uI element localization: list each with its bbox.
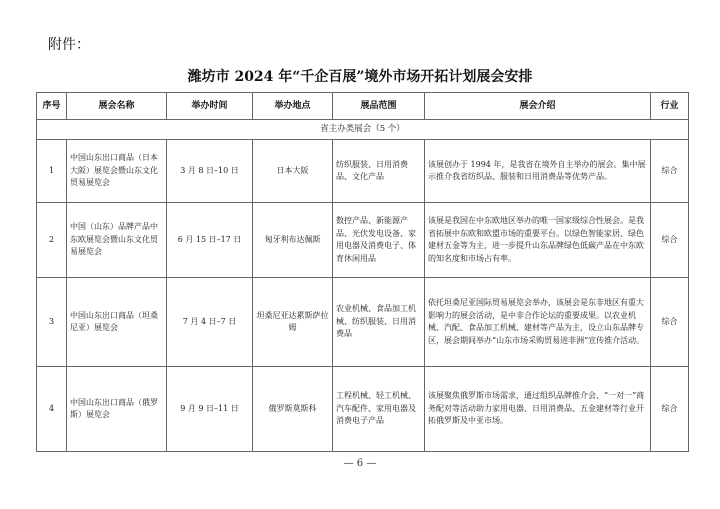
- exhibition-time: 7 月 4 日–7 日: [167, 278, 253, 367]
- table-header-row: [37, 93, 689, 120]
- header-cell: 举办时间: [167, 93, 253, 120]
- header-cell: 序号: [37, 93, 67, 120]
- header-cell: 行业: [651, 93, 689, 120]
- exhibition-place: 坦桑尼亚达累斯萨拉姆: [253, 278, 333, 367]
- exhibit-scope: 纺织服装、日用消费品、文化产品: [333, 140, 425, 203]
- industry: 综合: [651, 203, 689, 278]
- header-cell: 展会名称: [67, 93, 167, 120]
- exhibition-name: 中国山东出口商品（日本大阪）展览会暨山东文化贸易展览会: [67, 140, 167, 203]
- exhibition-place: 俄罗斯莫斯科: [253, 367, 333, 452]
- header-cell: 举办地点: [253, 93, 333, 120]
- exhibition-intro: 该展创办于 1994 年，是我省在境外自主举办的展会。集中展示推介我省纺织品、服装和日用消费品等优势产品。: [425, 140, 651, 203]
- exhibit-scope: 工程机械、轻工机械、汽车配件、家用电器及消费电子产品: [333, 367, 425, 452]
- industry: 综合: [651, 140, 689, 203]
- section-title: 省主办类展会（5 个）: [37, 120, 689, 140]
- row-number: 4: [37, 367, 67, 452]
- exhibition-time: 9 月 9 日–11 日: [167, 367, 253, 452]
- exhibition-time: 3 月 8 日–10 日: [167, 140, 253, 203]
- table-row: [37, 140, 689, 203]
- table-row: [37, 367, 689, 452]
- exhibition-time: 6 月 15 日–17 日: [167, 203, 253, 278]
- exhibit-scope: 数控产品、新能源产品、光伏发电设备、家用电器及消费电子、体育休闲用品: [333, 203, 425, 278]
- exhibition-intro: 该展是我国在中东欧地区举办的唯一国家级综合性展会。是我省拓展中东欧和欧盟市场的重要平台。以绿色智能家居、绿色建材五金等为主，进一步提升山东品牌绿色低碳产品在中东欧的知名度和市场占有率。: [425, 203, 651, 278]
- attachment-label: 附件：: [48, 37, 90, 53]
- row-number: 1: [37, 140, 67, 203]
- header-cell: 展品范围: [333, 93, 425, 120]
- exhibit-scope: 农业机械、食品加工机械、纺织服装、日用消费品: [333, 278, 425, 367]
- exhibition-intro: 该展聚焦俄罗斯市场需求，通过组织品牌推介会、“一对一”商务配对等活动助力家用电器、日用消费品、五金建材等行业开拓俄罗斯及中亚市场。: [425, 367, 651, 452]
- table-row: [37, 278, 689, 367]
- exhibition-intro: 依托坦桑尼亚国际贸易展览会举办，该展会是东非地区有重大影响力的展会活动，是中非合作论坛的重要成果。以农业机械、汽配、食品加工机械、建材等产品为主，设立山东品牌专区，展会期间举办“山东市场采购贸易进非洲”宣传推介活动。: [425, 278, 651, 367]
- section-row: [37, 120, 689, 140]
- table-row: [37, 203, 689, 278]
- exhibition-place: 匈牙利布达佩斯: [253, 203, 333, 278]
- exhibition-name: 中国（山东）品牌产品中东欧展览会暨山东文化贸易展览会: [67, 203, 167, 278]
- row-number: 3: [37, 278, 67, 367]
- page-number: — 6 —: [343, 458, 377, 469]
- row-number: 2: [37, 203, 67, 278]
- exhibition-place: 日本大阪: [253, 140, 333, 203]
- exhibition-table: [36, 92, 689, 452]
- exhibition-name: 中国山东出口商品（坦桑尼亚）展览会: [67, 278, 167, 367]
- header-cell: 展会介绍: [425, 93, 651, 120]
- document-title: 潍坊市 2024 年“千企百展”境外市场开拓计划展会安排: [187, 69, 533, 85]
- industry: 综合: [651, 367, 689, 452]
- industry: 综合: [651, 278, 689, 367]
- exhibition-name: 中国山东出口商品（俄罗斯）展览会: [67, 367, 167, 452]
